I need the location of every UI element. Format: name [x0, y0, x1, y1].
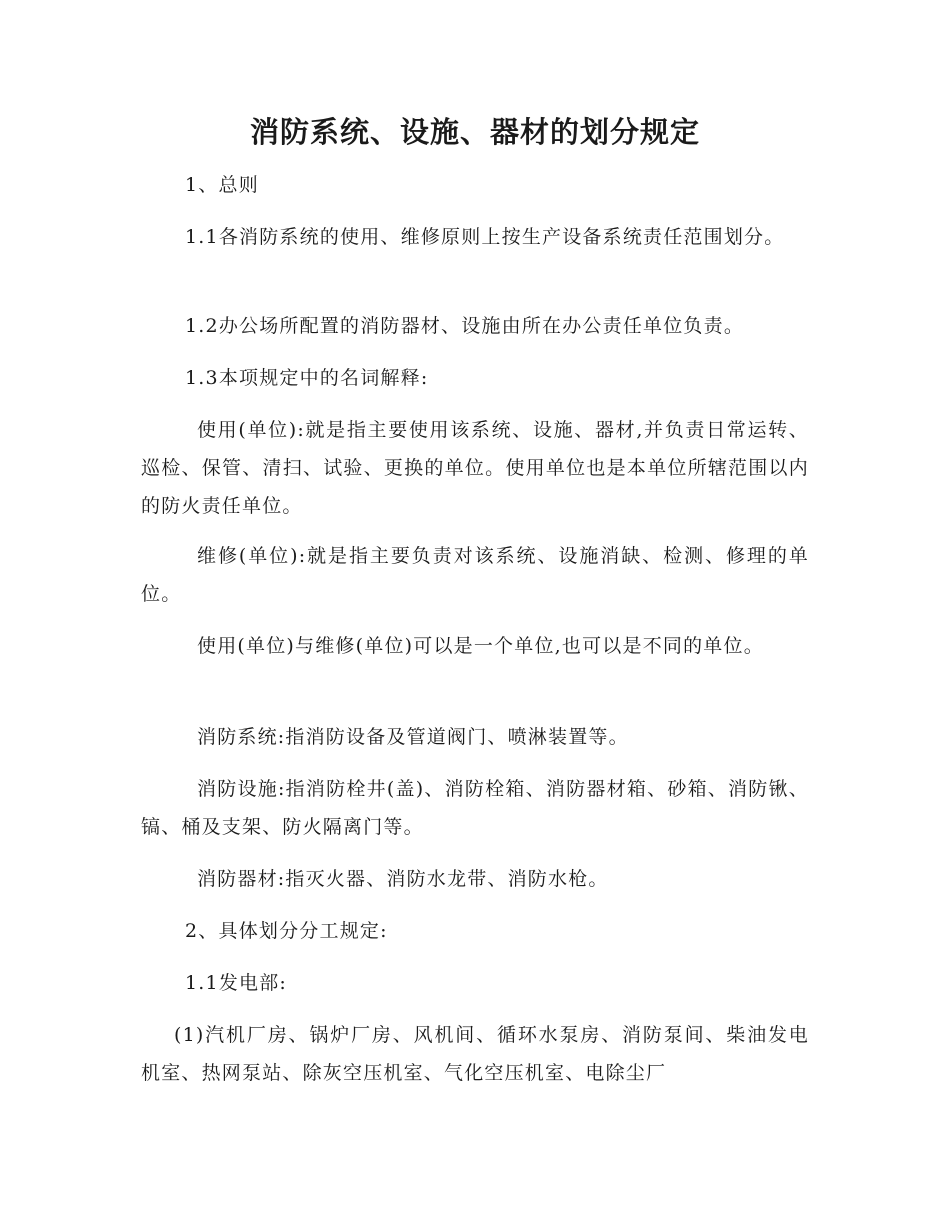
page-title: 消防系统、设施、器材的划分规定: [249, 115, 700, 149]
paragraph-definition-system: 消防系统:指消防设备及管道阀门、喷淋装置等。: [197, 726, 629, 748]
paragraph-1-1: 1.1各消防系统的使用、维修原则上按生产设备系统责任范围划分。: [185, 226, 785, 248]
paragraph-power-generation: 1.1发电部:: [185, 972, 288, 994]
paragraph-1-3: 1.3本项规定中的名词解释:: [185, 367, 429, 389]
paragraph-general: 1、总则: [185, 174, 259, 196]
paragraph-user-maintenance-relation: 使用(单位)与维修(单位)可以是一个单位,也可以是不同的单位。: [197, 635, 764, 657]
paragraph-definition-equipment: 消防器材:指灭火器、消防水龙带、消防水枪。: [197, 868, 609, 890]
paragraph-item-1: (1)汽机厂房、锅炉厂房、风机间、循环水泵房、消防泵间、柴油发电机室、热网泵站、除灰空压机室、气化空压机室、电除尘厂: [141, 1024, 809, 1084]
paragraph-section-2: 2、具体划分分工规定:: [185, 920, 388, 942]
paragraph-definition-maintenance: 维修(单位):就是指主要负责对该系统、设施消缺、检测、修理的单位。: [141, 545, 809, 605]
paragraph-1-2: 1.2办公场所配置的消防器材、设施由所在办公责任单位负责。: [185, 315, 745, 337]
paragraph-definition-facility: 消防设施:指消防栓井(盖)、消防栓箱、消防器材箱、砂箱、消防锹、镐、桶及支架、防火隔离门等。: [141, 778, 809, 838]
paragraph-definition-user: 使用(单位):就是指主要使用该系统、设施、器材,并负责日常运转、巡检、保管、清扫、试验、更换的单位。使用单位也是本单位所辖范围以内的防火责任单位。: [141, 419, 809, 517]
